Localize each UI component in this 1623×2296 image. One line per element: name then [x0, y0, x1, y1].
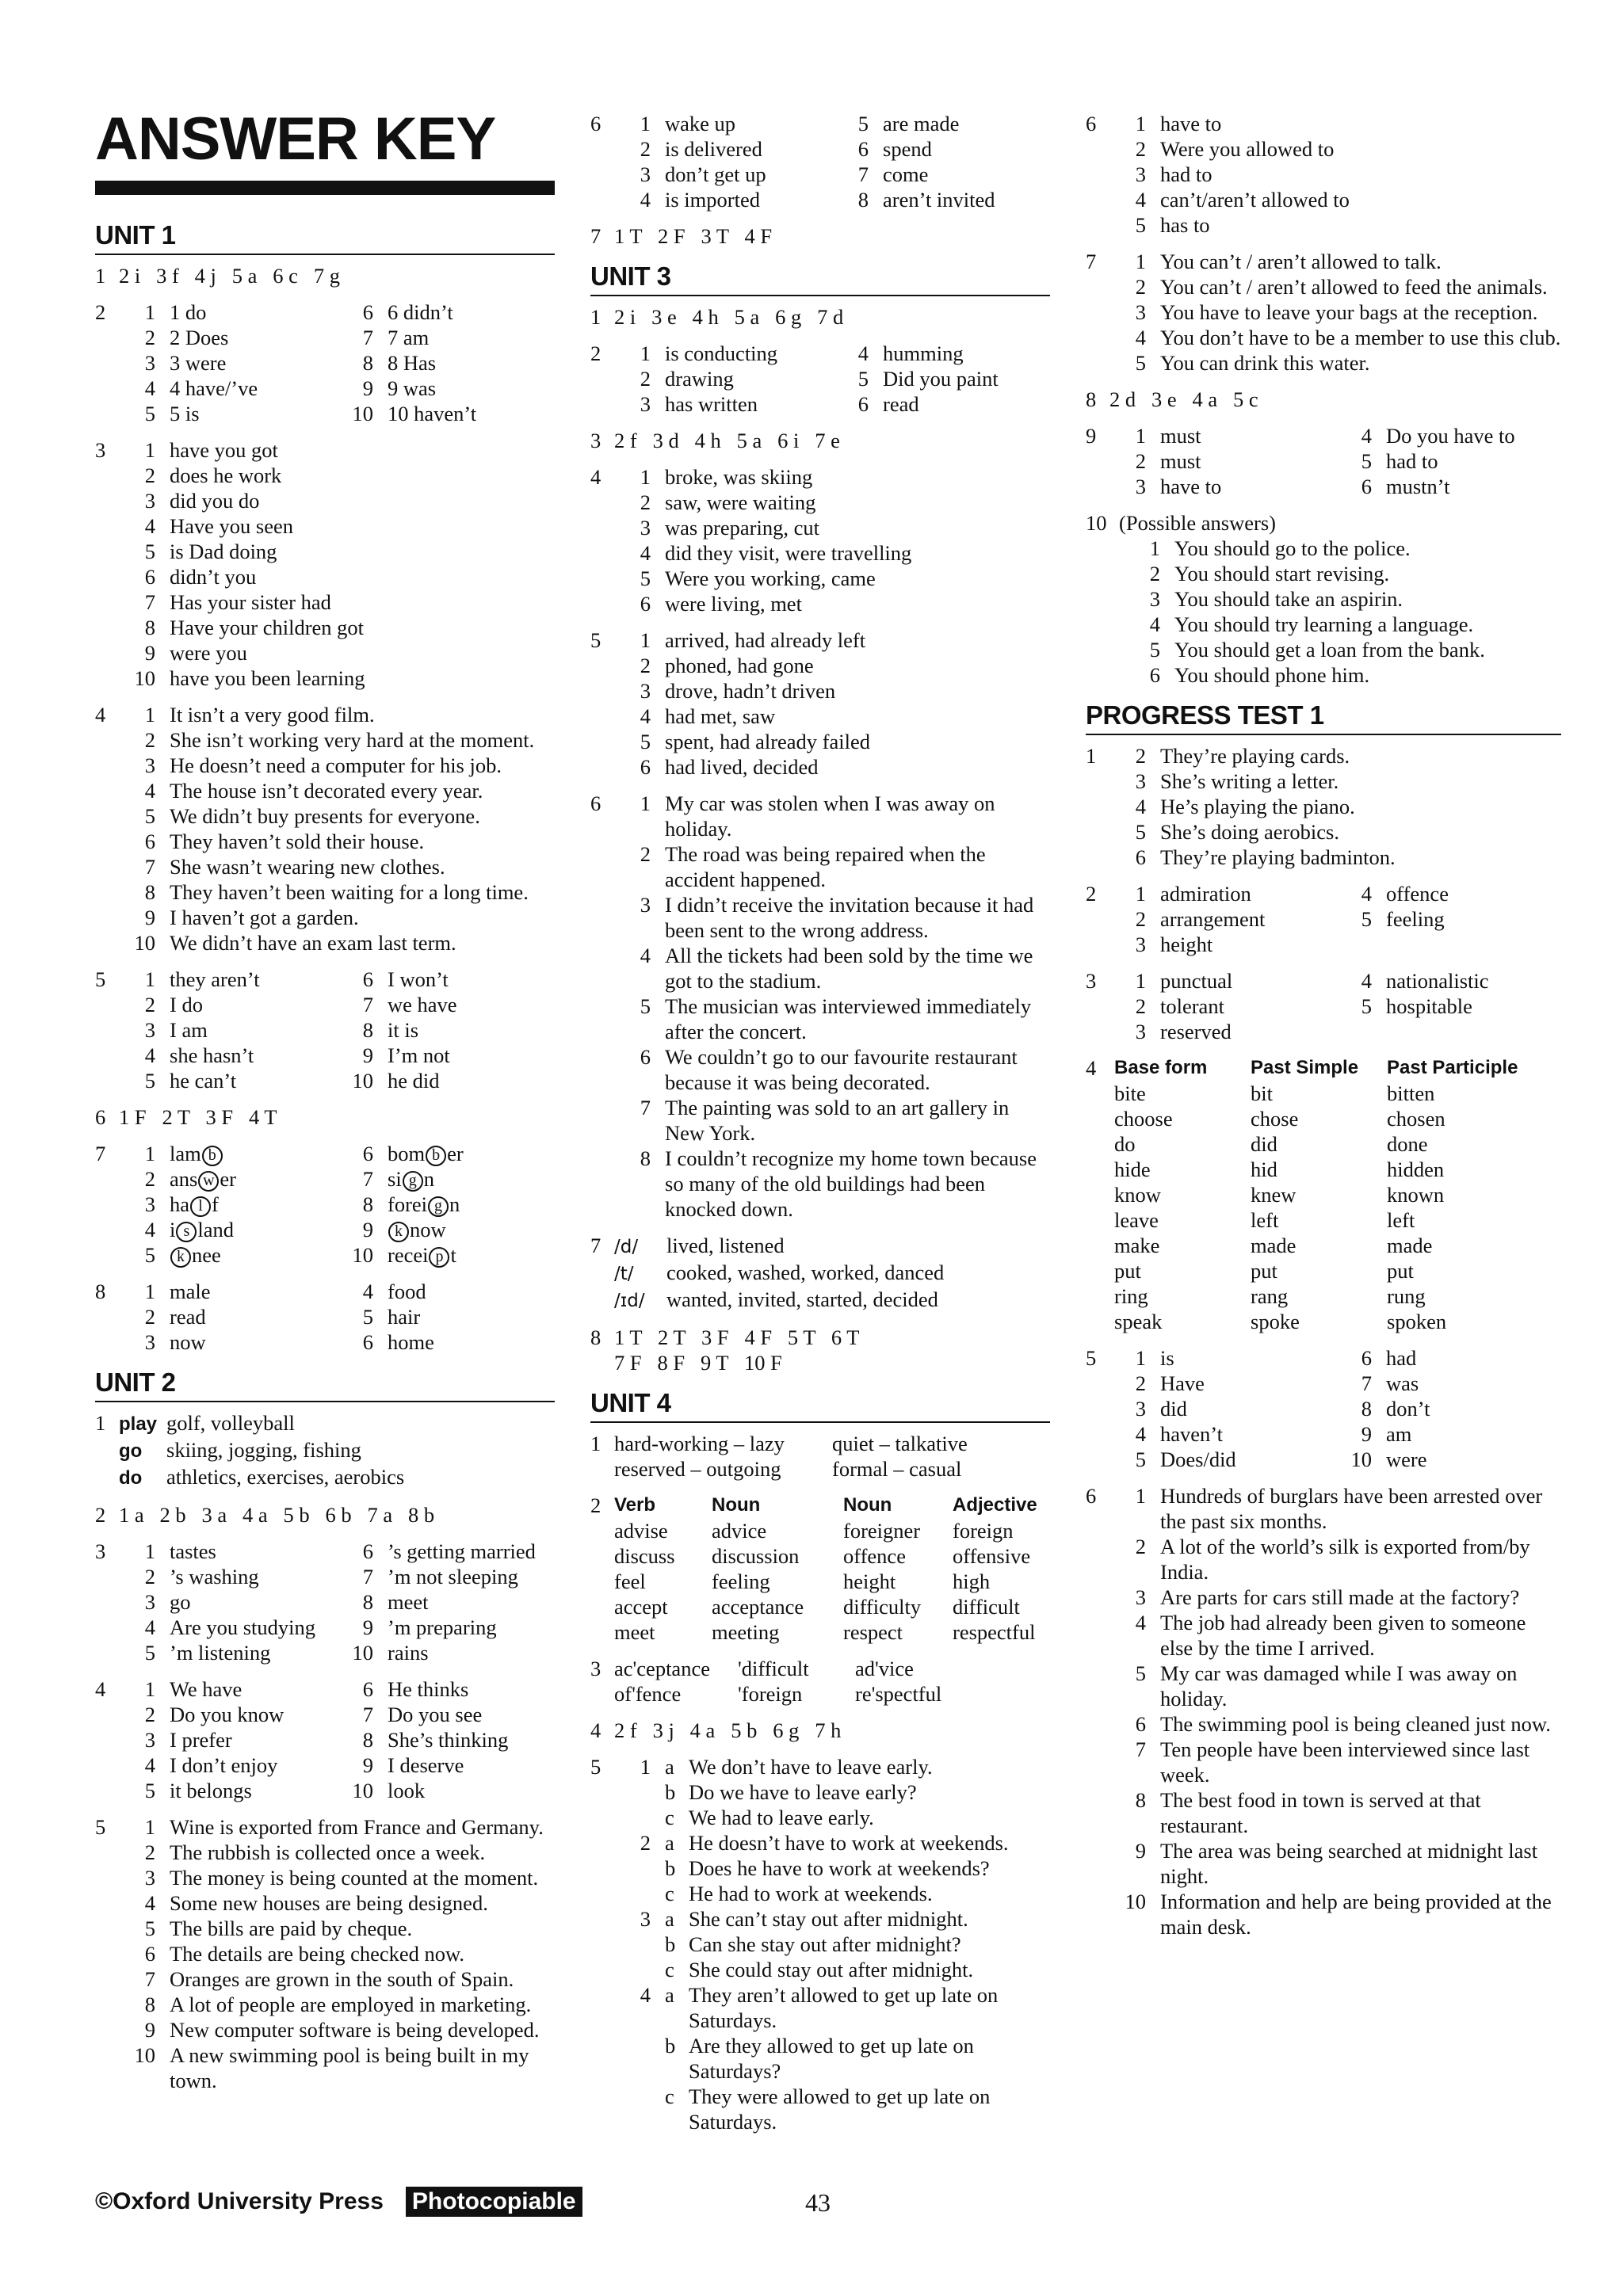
- list-item: 2 saw, were waiting: [640, 490, 816, 514]
- list-item: 5 You can drink this water.: [1135, 351, 1370, 375]
- list-item: 1 My car was stolen when I was away on holiday.: [640, 791, 995, 841]
- title-rule: [95, 181, 555, 195]
- table-cell: ring: [1114, 1284, 1148, 1308]
- list-item: 2 They’re playing cards.: [1135, 744, 1350, 768]
- exercise-2: 2 Verb Noun Noun Adjective advise advice foreigner foreign discuss discussion offence offensive feel feeling height high accept acceptance difficulty difficult meet meeting respect respectful: [590, 1493, 1050, 1645]
- list-item: 5 5 is: [144, 402, 200, 425]
- table-cell: meeting: [712, 1620, 780, 1644]
- table-cell: choose: [1114, 1107, 1173, 1131]
- list-item: 2 ’s washing: [144, 1565, 259, 1589]
- list-item: 5 it belongs: [144, 1779, 252, 1802]
- list-item: 7 She wasn’t wearing new clothes.: [144, 855, 445, 879]
- table-cell: rung: [1387, 1284, 1426, 1308]
- list-item: 1 punctual: [1135, 969, 1233, 993]
- list-item: 1 is: [1135, 1346, 1174, 1370]
- copyright-text: ©Oxford University Press: [95, 2188, 384, 2214]
- list-item: 5 She’s doing aerobics.: [1135, 820, 1339, 844]
- table-cell: offensive: [953, 1544, 1031, 1568]
- list-item: 6 6 didn’t: [362, 300, 453, 324]
- list-item: 2 A lot of the world’s silk is exported from/by India.: [1135, 1535, 1530, 1584]
- list-item: 5 Did you paint: [857, 367, 999, 391]
- list-item: 1 they aren’t: [144, 967, 260, 991]
- list-item: 7 The painting was sold to an art gallery in New York.: [640, 1096, 1010, 1145]
- list-item: 3 don’t get up: [640, 162, 766, 186]
- list-item: 10 A new swimming pool is being built in my town.: [134, 2043, 529, 2092]
- exercise-1: 1 hard-working – lazy quiet – talkative reserved – outgoing formal – casual: [590, 1432, 968, 1481]
- list-item: 3 was preparing, cut: [640, 516, 819, 540]
- column-1: [95, 208, 555, 2104]
- exercise-7: 7 /d/ lived, listened /t/ cooked, washed, worked, danced /ɪd/ wanted, invited, started, decided: [590, 1234, 945, 1311]
- list-item: 6 The details are being checked now.: [144, 1942, 465, 1966]
- list-item: 7 Has your sister had: [144, 590, 331, 614]
- unit-4-heading: UNIT 4: [590, 1388, 1050, 1423]
- list-item: 6 didn’t you: [144, 565, 257, 589]
- list-item: 1 We have: [144, 1677, 242, 1701]
- table-cell: put: [1251, 1259, 1277, 1283]
- exercise-6: 6 1 wake up 2 is delivered 3 don’t get up 4 is imported 5 are made 6 spend 7 come 8 aren’t invited: [590, 111, 1050, 212]
- list-item: 4 I don’t enjoy: [144, 1753, 278, 1777]
- list-item: 4 offence: [1361, 882, 1449, 906]
- table-cell: leave: [1114, 1208, 1159, 1232]
- exercise-10: 10 (Possible answers) 1 You should go to the police. 2 You should start revising. 3 You should take an aspirin. 4 You should try learning a language. 5 You should get a loan from the bank. 6 You should phone him.: [1086, 510, 1561, 688]
- list-item: 5 hospitable: [1361, 994, 1472, 1018]
- table-cell: difficulty: [843, 1595, 922, 1619]
- table-header: Verb: [614, 1494, 656, 1516]
- list-item: b Are they allowed to get up late on Saturdays?: [665, 2034, 974, 2083]
- list-item: 9 am: [1361, 1422, 1412, 1446]
- exercise-4: 4 1 We have 2 Do you know 3 I prefer 4 I don’t enjoy 5 it belongs 6 He thinks 7 Do you see 8 She’s thinking 9 I deserve 10 look: [95, 1676, 555, 1803]
- circled-letter: w: [198, 1171, 219, 1192]
- list-item: 9 I’m not: [362, 1043, 450, 1067]
- list-item: 2 is delivered: [640, 137, 762, 161]
- list-item: 5 You should get a loan from the bank.: [1149, 638, 1485, 662]
- exercise-4: 4 1 broke, was skiing 2 saw, were waiting 3 was preparing, cut 4 did they visit, were travelling 5 Were you working, came 6 were living, met: [590, 464, 1050, 616]
- list-item: 1 Hundreds of burglars have been arrested over the past six months.: [1135, 1484, 1543, 1533]
- circled-letter: p: [429, 1247, 449, 1268]
- list-item: 1 It isn’t a very good film.: [144, 703, 375, 727]
- list-item: 4 had met, saw: [640, 704, 776, 728]
- list-item: 1 Wine is exported from France and Germany.: [144, 1815, 544, 1839]
- list-item: 6 had: [1361, 1346, 1417, 1370]
- list-item: 7 come: [857, 162, 929, 186]
- list-item: 6 The swimming pool is being cleaned just now.: [1135, 1712, 1551, 1736]
- list-item: 2 Were you allowed to: [1135, 137, 1335, 161]
- exercise-6: 6 1 Hundreds of burglars have been arrested over the past six months. 2 A lot of the world’s silk is exported from/by India. 3 Are parts for cars still made at the factory? 4 The job had already been given to someone else by the time I arrived. 5 My car was damaged while I was away on holiday. 6 The swimming pool is being cleaned just now. 7 Ten people have been interviewed since last week. 8 The best food in town is served at that restaurant. 9 The area was being searched at midnight last night. 10 Information and help are being provided at the main desk.: [1086, 1483, 1561, 1939]
- list-item: 5 ’m listening: [144, 1641, 271, 1665]
- exercise-6: 6 1 have to 2 Were you allowed to 3 had to 4 can’t/aren’t allowed to 5 has to: [1086, 111, 1561, 238]
- list-item: 3 did you do: [144, 489, 260, 513]
- list-item: 4 Do you have to: [1361, 424, 1515, 448]
- list-item: 7 7 am: [362, 326, 430, 349]
- list-item: 5 feeling: [1361, 907, 1445, 931]
- list-item: 8 don’t: [1361, 1397, 1430, 1421]
- list-item: 2 You can’t / aren’t allowed to feed the animals.: [1135, 275, 1548, 299]
- table-cell: hide: [1114, 1158, 1151, 1181]
- table-cell: height: [843, 1569, 896, 1593]
- list-item: 1 is conducting: [640, 341, 778, 365]
- list-item: 5 My car was damaged while I was away on holiday.: [1135, 1661, 1518, 1711]
- table-header: Past Participle: [1387, 1057, 1518, 1078]
- list-item: 3 height: [1135, 933, 1213, 956]
- list-item: 2 Do you know: [144, 1703, 285, 1726]
- list-item: 3 The money is being counted at the moment.: [144, 1866, 539, 1890]
- list-item: 5 he can’t: [144, 1069, 237, 1093]
- table-cell: left: [1251, 1208, 1279, 1232]
- list-item: 4 can’t/aren’t allowed to: [1135, 188, 1350, 212]
- list-item: 6 They’re playing badminton.: [1135, 845, 1396, 869]
- list-item: 4 humming: [857, 341, 964, 365]
- list-item: 10 10 haven’t: [352, 402, 477, 425]
- list-item: 10 We didn’t have an exam last term.: [134, 931, 456, 955]
- list-item: 2 does he work: [144, 463, 282, 487]
- list-item: 2 arrangement: [1135, 907, 1266, 931]
- list-item: 3 I didn’t receive the invitation because it had been sent to the wrong address.: [640, 893, 1034, 942]
- table-cell: put: [1387, 1259, 1414, 1283]
- list-item: 5 hair: [362, 1305, 421, 1329]
- list-item: 1 must: [1135, 424, 1201, 448]
- list-item: 6 ’s getting married: [362, 1539, 536, 1563]
- list-item: 5 Were you working, came: [640, 566, 876, 590]
- table-cell: speak: [1114, 1310, 1163, 1333]
- list-item: b Can she stay out after midnight?: [665, 1932, 961, 1956]
- exercise-4: 4 1 It isn’t a very good film. 2 She isn’t working very hard at the moment. 3 He doesn’t need a computer for his job. 4 The house isn’t decorated every year. 5 We didn’t buy presents for everyone. 6 They haven’t sold their house. 7 She wasn’t wearing new clothes. 8 They haven’t been waiting for a long time. 9 I haven’t got a garden. 10 We didn’t have an exam last term.: [95, 702, 555, 955]
- list-item: 4 nationalistic: [1361, 969, 1489, 993]
- list-item: 9 I deserve: [362, 1753, 464, 1777]
- list-item: 7 Ten people have been interviewed since last week.: [1135, 1737, 1530, 1787]
- list-item: 5 Does/did: [1135, 1447, 1236, 1471]
- list-item: 5 is Dad doing: [144, 540, 277, 563]
- page-title: ANSWER KEY: [95, 105, 496, 173]
- list-item: 5 We didn’t buy presents for everyone.: [144, 804, 480, 828]
- list-item: 6 They haven’t sold their house.: [144, 830, 425, 853]
- list-item: 3 go: [144, 1590, 191, 1614]
- list-item: 2 Have: [1135, 1371, 1205, 1395]
- list-item: 1 broke, was skiing: [640, 465, 813, 489]
- table-header: Noun: [712, 1494, 761, 1516]
- exercise-7: 7 1 lam b 2 ans w er 3 ha l f 4 i s land 5 k nee 6 bom b er 7 si g n 8 forei g n 9 k now 10 recei p t: [95, 1142, 464, 1267]
- exercise-2: 2 1 is conducting 2 drawing 3 has written 4 humming 5 Did you paint 6 read: [590, 341, 1050, 417]
- table-cell: feeling: [712, 1569, 770, 1593]
- exercise-1: 1 2 They’re playing cards. 3 She’s writing a letter. 4 He’s playing the piano. 5 She’s doing aerobics. 6 They’re playing badminton.: [1086, 743, 1561, 870]
- table-cell: chose: [1251, 1107, 1299, 1131]
- list-item: 1 admiration: [1135, 882, 1251, 906]
- table-header: Noun: [843, 1494, 892, 1516]
- list-item: 4 You should try learning a language.: [1149, 612, 1474, 636]
- exercise-5: 5 1 Wine is exported from France and Germany. 2 The rubbish is collected once a week. 3 The money is being counted at the moment. 4 Some new houses are being designed. 5 The bills are paid by cheque. 6 The details are being checked now. 7 Oranges are grown in the south of Spain. 8 A lot of people are employed in marketing. 9 New computer software is being developed. 10 A new swimming pool is being built in my town.: [95, 1814, 555, 2093]
- table-cell: bit: [1251, 1081, 1273, 1105]
- page-number: 43: [805, 2188, 831, 2217]
- list-item: 10 have you been learning: [134, 666, 365, 690]
- list-item: 10 he did: [352, 1069, 440, 1093]
- unit-3-heading: UNIT 3: [590, 261, 1050, 296]
- footer: [95, 2187, 582, 2217]
- list-item: 6 I won’t: [362, 967, 449, 991]
- list-item: 2 a He doesn’t have to work at weekends.: [640, 1831, 1009, 1855]
- photocopiable-badge: Photocopiable: [406, 2187, 582, 2217]
- table-cell: discussion: [712, 1544, 800, 1568]
- table-cell: offence: [843, 1544, 906, 1568]
- list-item: 1 have you got: [144, 438, 278, 462]
- list-item: 1 have to: [1135, 112, 1222, 135]
- circled-letter: b: [202, 1146, 223, 1166]
- table-cell: accept: [614, 1595, 668, 1619]
- table-cell: bite: [1114, 1081, 1146, 1105]
- table-cell: know: [1114, 1183, 1161, 1207]
- list-item: 7 ’m not sleeping: [362, 1565, 518, 1589]
- table-cell: difficult: [953, 1595, 1020, 1619]
- table-cell: spoke: [1251, 1310, 1300, 1333]
- table-cell: made: [1251, 1234, 1296, 1257]
- exercise-7: 7 1 T 2 F 3 T 4 F: [590, 224, 773, 248]
- circled-letter: k: [170, 1247, 191, 1268]
- table-cell: knew: [1251, 1183, 1296, 1207]
- list-item: 8 She’s thinking: [362, 1728, 509, 1752]
- table-cell: high: [953, 1569, 991, 1593]
- list-item: 2 The road was being repaired when the accident happened.: [640, 842, 986, 891]
- list-item: 1 tastes: [144, 1539, 216, 1563]
- exercise-8: 8 1 male 2 read 3 now 4 food 5 hair 6 home: [95, 1279, 555, 1355]
- table-cell: made: [1387, 1234, 1433, 1257]
- table-cell: foreign: [953, 1519, 1014, 1543]
- table-cell: spoken: [1387, 1310, 1447, 1333]
- list-item: 2 read: [144, 1305, 206, 1329]
- column-2: [590, 111, 1050, 2145]
- list-item: 3 reserved: [1135, 1020, 1232, 1043]
- list-item: 5 has to: [1135, 213, 1210, 237]
- table-cell: left: [1387, 1208, 1415, 1232]
- list-item: 8 aren’t invited: [857, 188, 995, 212]
- list-item: 6 You should phone him.: [1149, 663, 1370, 687]
- exercise-5: 5 1 they aren’t 2 I do 3 I am 4 she hasn’t 5 he can’t 6 I won’t 7 we have 8 it is 9 I’m not 10 he did: [95, 967, 555, 1093]
- list-item: 4 did they visit, were travelling: [640, 541, 912, 565]
- list-item: 10 rains: [352, 1641, 429, 1665]
- list-item: 2 drawing: [640, 367, 734, 391]
- list-item: 3 now: [144, 1330, 206, 1354]
- list-item: 2 The rubbish is collected once a week.: [144, 1840, 486, 1864]
- list-item: 4 is imported: [640, 188, 760, 212]
- progress-test-heading: PROGRESS TEST 1: [1086, 700, 1561, 735]
- list-item: 6 read: [857, 392, 919, 416]
- list-item: 9 The area was being searched at midnight last night.: [1135, 1839, 1538, 1888]
- list-item: 4 Have you seen: [144, 514, 293, 538]
- list-item: c We had to leave early.: [665, 1806, 874, 1829]
- table-cell: advise: [614, 1519, 668, 1543]
- list-item: 7 was: [1361, 1371, 1419, 1395]
- list-item: 3 I prefer: [144, 1728, 232, 1752]
- list-item: 2 You should start revising.: [1149, 562, 1390, 585]
- list-item: 6 were living, met: [640, 592, 802, 616]
- list-item: 3 had to: [1135, 162, 1212, 186]
- exercise-8: 8 2 d 3 e 4 a 5 c: [1086, 387, 1258, 411]
- exercise-3: 3 2 f 3 d 4 h 5 a 6 i 7 e: [590, 429, 840, 452]
- list-item: 6 mustn’t: [1361, 475, 1450, 498]
- list-item: 7 we have: [362, 993, 457, 1016]
- exercise-4: 4 Base form Past Simple Past Participle bite bit bitten choose chose chosen do did done hide hid hidden know knew known leave left left make made made put put put ring rang rung speak spoke spoken: [1086, 1055, 1561, 1334]
- list-item: 5 are made: [857, 112, 960, 135]
- list-item: 3 You should take an aspirin.: [1149, 587, 1403, 611]
- table-cell: put: [1114, 1259, 1141, 1283]
- list-item: 4 He’s playing the piano.: [1135, 795, 1355, 818]
- list-item: 1 arrived, had already left: [640, 628, 866, 652]
- table-cell: respect: [843, 1620, 903, 1644]
- table-cell: hidden: [1387, 1158, 1445, 1181]
- exercise-2: 2 1 a 2 b 3 a 4 a 5 b 6 b 7 a 8 b: [95, 1503, 435, 1527]
- exercise-9: 9 1 must 2 must 3 have to 4 Do you have to 5 had to 6 mustn’t: [1086, 423, 1561, 499]
- table-cell: feel: [614, 1569, 646, 1593]
- table-cell: do: [1114, 1132, 1136, 1156]
- exercise-1: 1 2 i 3 e 4 h 5 a 6 g 7 d: [590, 305, 844, 329]
- table-cell: acceptance: [712, 1595, 804, 1619]
- exercise-3: 3 1 tastes 2 ’s washing 3 go 4 Are you studying 5 ’m listening 6 ’s getting married 7 ’m not sleeping 8 meet 9 ’m preparing 10 rains: [95, 1539, 555, 1665]
- list-item: 6 home: [362, 1330, 434, 1354]
- list-item: 1 a We don’t have to leave early.: [640, 1755, 933, 1779]
- list-item: 4 haven’t: [1135, 1422, 1223, 1446]
- exercise-3: 3 1 punctual 2 tolerant 3 reserved 4 nationalistic 5 hospitable: [1086, 968, 1561, 1044]
- list-item: 3 a She can’t stay out after midnight.: [640, 1907, 968, 1931]
- list-item: 5 had to: [1361, 449, 1438, 473]
- exercise-4: 4 2 f 3 j 4 a 5 b 6 g 7 h: [590, 1718, 842, 1742]
- table-cell: meet: [614, 1620, 655, 1644]
- list-item: c They were allowed to get up late on Saturdays.: [665, 2084, 991, 2134]
- exercise-5: 5 1 is 2 Have 3 did 4 haven’t 5 Does/did 6 had 7 was 8 don’t 9 am 10 were: [1086, 1345, 1561, 1472]
- list-item: 2 She isn’t working very hard at the moment.: [144, 728, 535, 752]
- exercise-3: 3 ac'ceptance 'difficult ad'vice of'fence 'foreign re'spectful: [590, 1657, 942, 1706]
- exercise-2: 2 1 admiration 2 arrangement 3 height 4 offence 5 feeling: [1086, 881, 1561, 957]
- list-item: c She could stay out after midnight.: [665, 1958, 974, 1981]
- list-item: 3 did: [1135, 1397, 1187, 1421]
- list-item: 3 I am: [144, 1018, 208, 1042]
- exercise-7: 7 1 You can’t / aren’t allowed to talk. 2 You can’t / aren’t allowed to feed the animals. 3 You have to leave your bags at the reception. 4 You don’t have to be a member to use this club. 5 You can drink this water.: [1086, 250, 1561, 375]
- list-item: 4 The house isn’t decorated every year.: [144, 779, 483, 803]
- list-item: 1 You can’t / aren’t allowed to talk.: [1135, 250, 1442, 273]
- list-item: b Does he have to work at weekends?: [665, 1856, 990, 1880]
- list-item: 8 8 Has: [362, 351, 437, 375]
- table-header: Base form: [1114, 1057, 1208, 1078]
- list-item: 9 I haven’t got a garden.: [144, 906, 359, 929]
- list-item: 9 were you: [144, 641, 247, 665]
- unit-1-heading: UNIT 1: [95, 220, 555, 255]
- table-cell: did: [1251, 1132, 1277, 1156]
- list-item: 3 3 were: [144, 351, 227, 375]
- list-item: 4 Some new houses are being designed.: [144, 1891, 488, 1915]
- unit-2-heading: UNIT 2: [95, 1367, 555, 1402]
- list-item: 9 ’m preparing: [362, 1615, 497, 1639]
- list-item: 10 were: [1350, 1447, 1427, 1471]
- list-item: 5 The bills are paid by cheque.: [144, 1917, 413, 1940]
- list-item: 7 Do you see: [362, 1703, 483, 1726]
- list-item: 1 1 do: [144, 300, 207, 324]
- list-item: b Do we have to leave early?: [665, 1780, 917, 1804]
- list-item: 1 You should go to the police.: [1149, 536, 1411, 560]
- list-item: 5 spent, had already failed: [640, 730, 870, 753]
- exercise-2: 2 1 1 do 2 2 Does 3 3 were 4 4 have/’ve 5 5 is 6 6 didn’t 7 7 am 8 8 Has 9 9 was 10 10 haven’t: [95, 299, 555, 426]
- list-item: c He had to work at weekends.: [665, 1882, 933, 1905]
- list-item: 1 wake up: [640, 112, 736, 135]
- table-cell: rang: [1251, 1284, 1289, 1308]
- list-item: 4 Are you studying: [144, 1615, 316, 1639]
- circled-letter: s: [176, 1222, 197, 1242]
- exercise-1: 1 2 i 3 f 4 j 5 a 6 c 7 g: [95, 264, 340, 288]
- table-cell: chosen: [1387, 1107, 1445, 1131]
- table-cell: advice: [712, 1519, 767, 1543]
- list-item: 3 drove, hadn’t driven: [640, 679, 836, 703]
- list-item: 4 food: [362, 1280, 426, 1303]
- list-item: 9 New computer software is being developed.: [144, 2018, 540, 2042]
- table-cell: done: [1387, 1132, 1428, 1156]
- table-cell: hid: [1251, 1158, 1277, 1181]
- list-item: 6 had lived, decided: [640, 755, 819, 779]
- circled-letter: k: [388, 1222, 409, 1242]
- list-item: 10 Information and help are being provided at the main desk.: [1125, 1890, 1552, 1939]
- list-item: 4 a They aren’t allowed to get up late on Saturdays.: [640, 1983, 999, 2032]
- list-item: 4 4 have/’ve: [144, 376, 258, 400]
- table-cell: make: [1114, 1234, 1160, 1257]
- table-header: Adjective: [953, 1494, 1037, 1516]
- list-item: 2 2 Does: [144, 326, 229, 349]
- list-item: 8 it is: [362, 1018, 419, 1042]
- list-item: 8 meet: [362, 1590, 429, 1614]
- list-item: 8 Have your children got: [144, 616, 365, 639]
- list-item: 1 male: [144, 1280, 211, 1303]
- exercise-8: 8 1 T 2 T 3 F 4 F 5 T 6 T 7 F 8 F 9 T 10 F: [590, 1325, 860, 1375]
- exercise-5: 5 1 arrived, had already left 2 phoned, had gone 3 drove, hadn’t driven 4 had met, saw 5 spent, had already failed 6 had lived, decided: [590, 627, 1050, 780]
- circled-letter: g: [428, 1196, 449, 1217]
- list-item: 3 Are parts for cars still made at the factory?: [1135, 1585, 1520, 1609]
- list-item: 3 has written: [640, 392, 758, 416]
- exercise-3: 3 1 have you got 2 does he work 3 did you do 4 Have you seen 5 is Dad doing 6 didn’t you 7 Has your sister had 8 Have your children got 9 were you 10 have you been learning: [95, 437, 555, 691]
- list-item: 7 Oranges are grown in the south of Spain.: [144, 1967, 514, 1991]
- table-cell: discuss: [614, 1544, 675, 1568]
- list-item: 8 The best food in town is served at that restaurant.: [1135, 1788, 1481, 1837]
- list-item: 10 look: [352, 1779, 426, 1802]
- list-item: 2 tolerant: [1135, 994, 1224, 1018]
- table-cell: bitten: [1387, 1081, 1435, 1105]
- column-3: [1086, 111, 1561, 1951]
- table-cell: respectful: [953, 1620, 1036, 1644]
- exercise-6: 6 1 My car was stolen when I was away on holiday. 2 The road was being repaired when the accident happened. 3 I didn’t receive the invitation because it had been sent to the wrong address. 4 All the tickets had been sold by the time we got to the stadium. 5 The musician was interviewed immediately after the concert. 6 We couldn’t go to our favourite restaurant because it was being decorated. 7 The painting was sold to an art gallery in New York. 8 I couldn’t recognize my home town because so many of the old buildings had been knocked down.: [590, 791, 1050, 1222]
- list-item: 4 All the tickets had been sold by the time we got to the stadium.: [640, 944, 1033, 993]
- list-item: 3 She’s writing a letter.: [1135, 769, 1339, 793]
- exercise-5: 5 1 a We don’t have to leave early. b Do we have to leave early? c We had to leave early. 2 a He doesn’t have to work at weekends. b Does he have to work at weekends? c He had to work at weekends. 3 a She can’t stay out after midnight. b Can she stay out after midnight? c She could stay out after midnight. 4 a They aren’t allowed to get up late on Saturdays. b Are they allowed to get up late on Saturdays? c They were allowed to get up late on Saturdays.: [590, 1754, 1050, 2134]
- list-item: 9 9 was: [362, 376, 437, 400]
- list-item: 5 The musician was interviewed immediately after the concert.: [640, 994, 1032, 1043]
- circled-letter: g: [403, 1171, 423, 1192]
- list-item: 6 We couldn’t go to our favourite restaurant because it was being decorated.: [640, 1045, 1018, 1094]
- table-cell: foreigner: [843, 1519, 921, 1543]
- list-item: 3 have to: [1135, 475, 1222, 498]
- list-item: 8 A lot of people are employed in marketing.: [144, 1993, 532, 2016]
- list-item: 2 I do: [144, 993, 203, 1016]
- list-item: 3 You have to leave your bags at the reception.: [1135, 300, 1538, 324]
- list-item: 2 phoned, had gone: [640, 654, 814, 677]
- list-item: 6 He thinks: [362, 1677, 469, 1701]
- list-item: 4 The job had already been given to someone else by the time I arrived.: [1135, 1611, 1526, 1660]
- circled-letter: l: [190, 1196, 211, 1217]
- list-item: 4 You don’t have to be a member to use this club.: [1135, 326, 1561, 349]
- list-item: 6 spend: [857, 137, 932, 161]
- list-item: 8 They haven’t been waiting for a long time.: [144, 880, 529, 904]
- exercise-1: 1 play golf, volleyball go skiing, jogging, fishing do athletics, exercises, aerobics: [95, 1411, 405, 1489]
- list-item: 4 she hasn’t: [144, 1043, 254, 1067]
- list-item: 8 I couldn’t recognize my home town because so many of the old buildings had been knocked down.: [640, 1146, 1037, 1221]
- exercise-6: 6 1 F 2 T 3 F 4 T: [95, 1105, 277, 1129]
- circled-letter: b: [426, 1146, 446, 1166]
- table-cell: known: [1387, 1183, 1445, 1207]
- list-item: 2 must: [1135, 449, 1201, 473]
- table-header: Past Simple: [1251, 1057, 1359, 1078]
- list-item: 3 He doesn’t need a computer for his job.: [144, 753, 502, 777]
